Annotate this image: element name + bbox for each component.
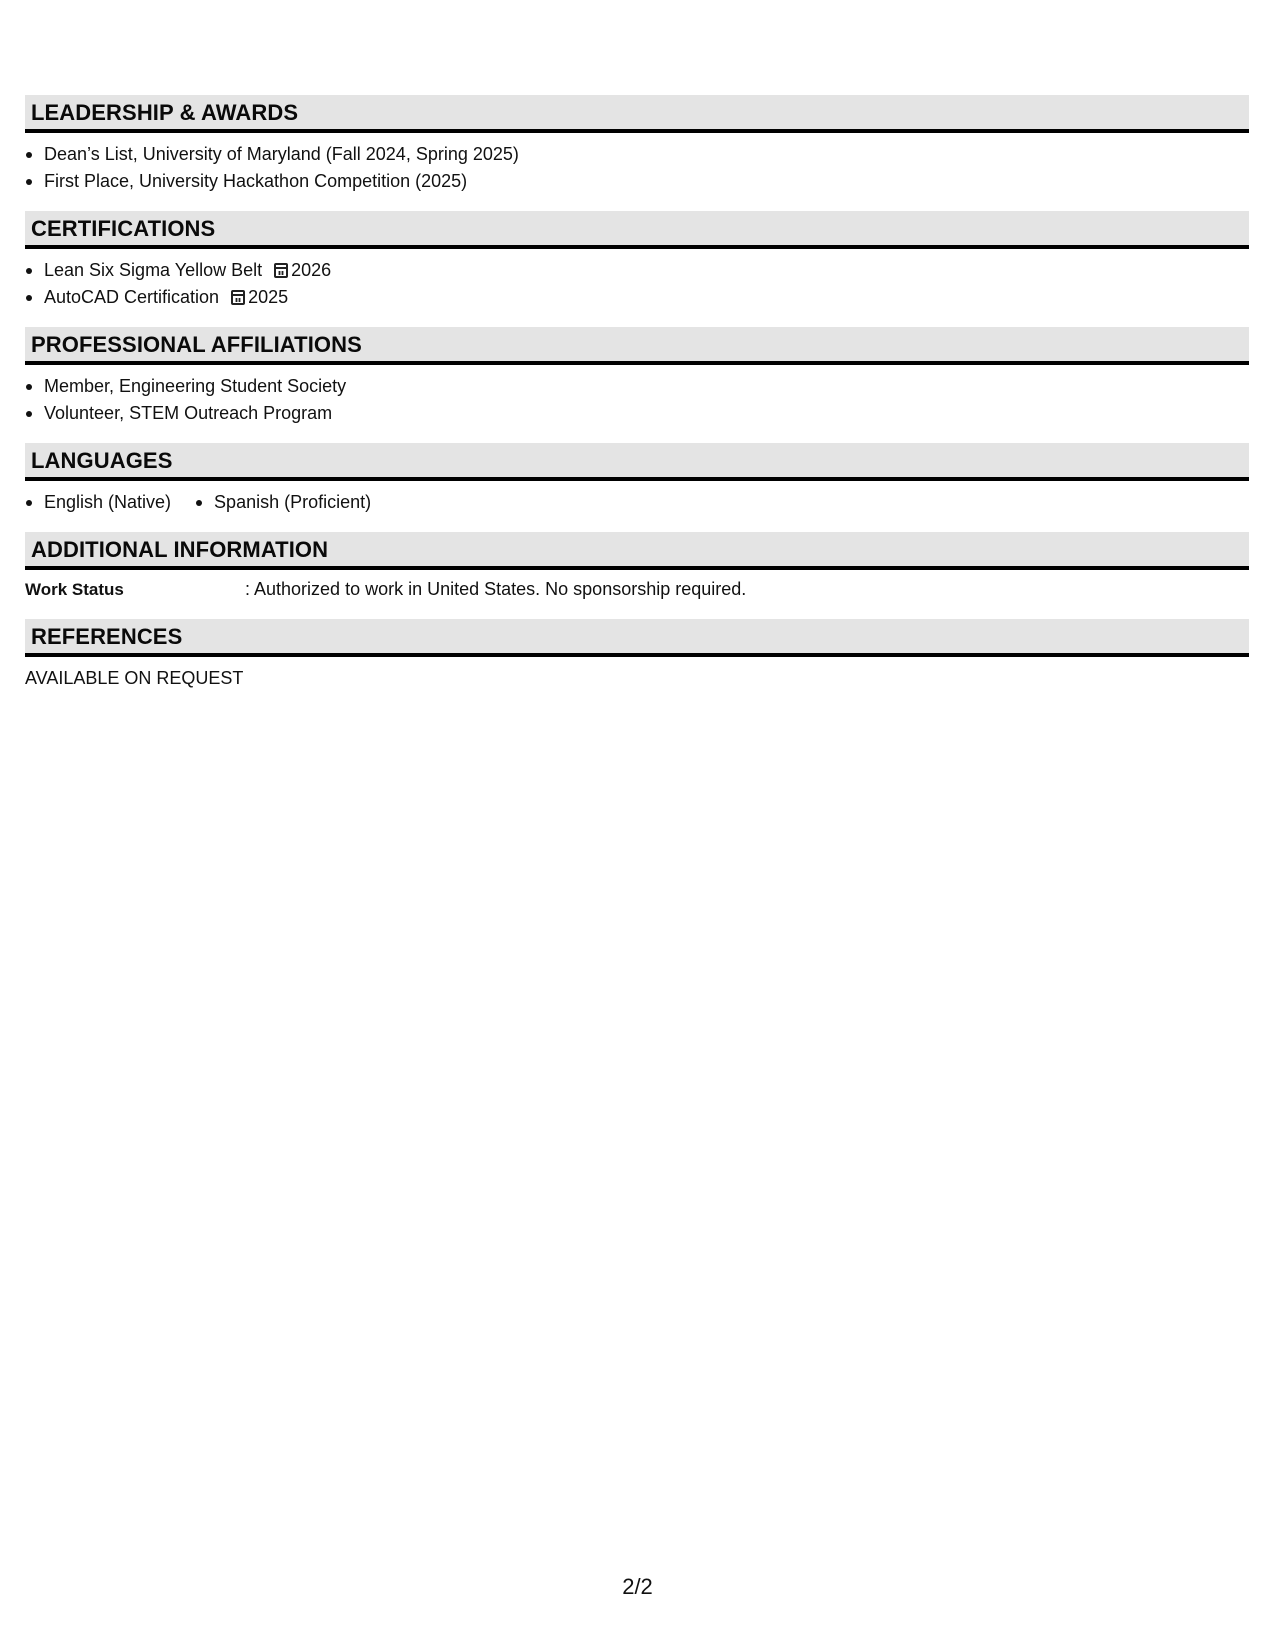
resume-page: [25, 95, 1249, 704]
work-status-row: [25, 570, 1249, 607]
section-header: [25, 327, 1249, 365]
affiliation-text: Volunteer, STEM Outreach Program: [44, 403, 333, 423]
language-text: English (Native): [44, 492, 172, 512]
certification-name: AutoCAD Certification: [44, 287, 220, 307]
work-status-value: : Authorized to work in United States. No sponsorship required.: [245, 579, 747, 599]
section-title: REFERENCES: [31, 624, 183, 649]
bullet-icon: [26, 384, 32, 390]
list-item: [195, 489, 371, 516]
section-header: [25, 443, 1249, 481]
additional-information-section: [25, 532, 1249, 607]
section-header: [25, 532, 1249, 570]
list-item: [25, 141, 1249, 168]
list-item: [25, 168, 1249, 195]
bullet-icon: [26, 268, 32, 274]
list-item: [25, 284, 1249, 311]
award-text: First Place, University Hackathon Competition (2025): [44, 171, 468, 191]
work-status-label: Work Status: [25, 580, 124, 599]
award-text: Dean’s List, University of Maryland (Fall 2024, Spring 2025): [44, 144, 519, 164]
affiliation-text: Member, Engineering Student Society: [44, 376, 347, 396]
list-item: [25, 489, 171, 516]
bullet-icon: [26, 179, 32, 185]
calendar-icon: [231, 290, 245, 305]
certification-year: 2026: [291, 260, 332, 280]
section-title: LANGUAGES: [31, 448, 173, 473]
section-title: CERTIFICATIONS: [31, 216, 216, 241]
certification-year: 2025: [248, 287, 289, 307]
leadership-awards-section: [25, 95, 1249, 199]
list-item: [25, 373, 1249, 400]
affiliations-list: [25, 365, 1249, 431]
professional-affiliations-section: [25, 327, 1249, 431]
page-number: 2/2: [622, 1574, 653, 1599]
awards-list: [25, 133, 1249, 199]
certifications-list: [25, 249, 1249, 315]
certifications-section: [25, 211, 1249, 315]
bullet-icon: [26, 295, 32, 301]
section-title: ADDITIONAL INFORMATION: [31, 537, 329, 562]
list-item: [25, 400, 1249, 427]
bullet-icon: [26, 411, 32, 417]
section-header: [25, 619, 1249, 657]
references-section: [25, 619, 1249, 692]
section-title: PROFESSIONAL AFFILIATIONS: [31, 332, 362, 357]
references-text: AVAILABLE ON REQUEST: [25, 668, 244, 688]
bullet-icon: [26, 500, 32, 506]
calendar-icon: [274, 263, 288, 278]
certification-name: Lean Six Sigma Yellow Belt: [44, 260, 263, 280]
language-text: Spanish (Proficient): [214, 492, 372, 512]
section-header: [25, 95, 1249, 133]
list-item: [25, 257, 1249, 284]
section-header: [25, 211, 1249, 249]
languages-list: [25, 481, 1249, 520]
languages-section: [25, 443, 1249, 520]
bullet-icon: [196, 500, 202, 506]
section-title: LEADERSHIP & AWARDS: [31, 100, 299, 125]
bullet-icon: [26, 152, 32, 158]
